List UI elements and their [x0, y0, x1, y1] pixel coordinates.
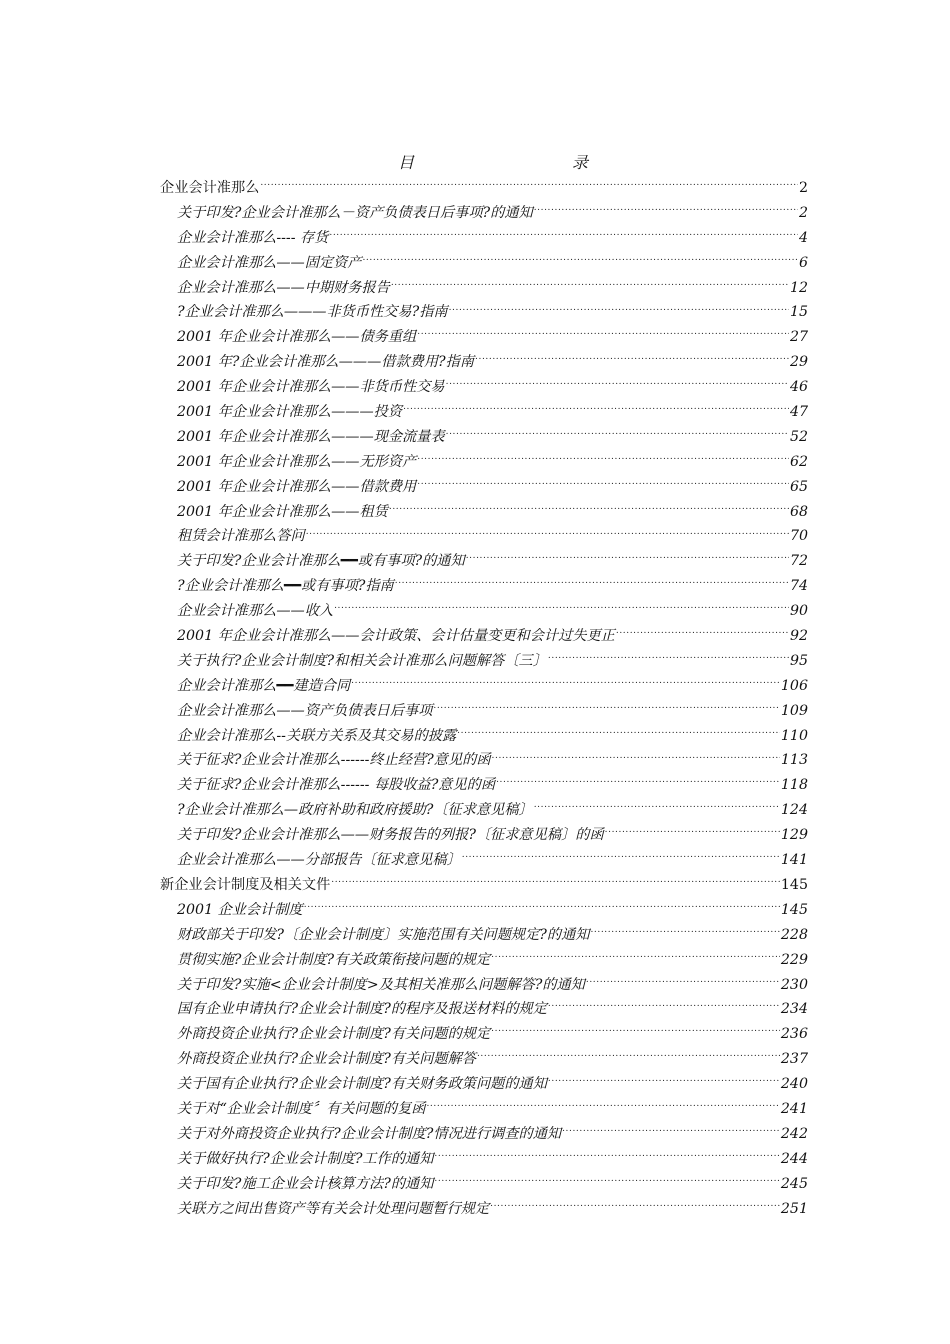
toc-dot-leader [496, 775, 780, 789]
toc-dot-leader [490, 1199, 780, 1213]
toc-entry-page-number: 29 [789, 354, 808, 371]
toc-dot-leader [426, 1099, 779, 1113]
toc-title-right: 录 [571, 153, 588, 172]
toc-dot-leader [334, 601, 789, 615]
toc-entry[interactable] [160, 923, 808, 948]
toc-dot-leader [457, 726, 780, 740]
toc-entry-page-number: 2 [798, 180, 808, 196]
toc-entry[interactable] [160, 798, 808, 823]
toc-entry-page-number: 245 [780, 1175, 808, 1192]
toc-dot-leader [434, 1149, 780, 1163]
toc-dot-leader [548, 999, 780, 1013]
toc-entry[interactable] [160, 1097, 808, 1122]
toc-entry[interactable] [160, 948, 808, 973]
toc-entry[interactable] [160, 997, 808, 1022]
toc-entry-page-number: 65 [789, 478, 808, 495]
toc-entry-label: ?企业会计准那么———非货币性交易?指南 [177, 304, 448, 321]
toc-entry[interactable] [160, 375, 808, 400]
toc-entry[interactable] [160, 823, 808, 848]
toc-entry-page-number: 113 [780, 752, 808, 769]
toc-entry-page-number: 228 [780, 926, 808, 943]
toc-entry-page-number: 15 [789, 304, 808, 321]
toc-dot-leader [403, 402, 789, 416]
toc-entry[interactable] [160, 475, 808, 500]
toc-dot-leader [477, 1049, 780, 1063]
toc-entry-page-number: 242 [780, 1125, 808, 1142]
toc-entry-label: 企业会计准那么━━建造合同 [177, 677, 351, 694]
toc-entry-label: 关联方之间出售资产等有关会计处理问题暂行规定 [177, 1200, 490, 1217]
toc-entry-label: 关于印发?企业会计准那么－资产负债表日后事项?的通知 [177, 204, 533, 221]
toc-entry-page-number: 6 [798, 254, 808, 271]
toc-entry-page-number: 4 [798, 229, 808, 246]
toc-entry-label: 2001 年企业会计准那么———现金流量表 [177, 428, 445, 445]
toc-entry-label: 外商投资企业执行?企业会计制度?有关问题解答 [177, 1051, 476, 1068]
toc-entry-page-number: 230 [780, 976, 808, 993]
toc-entry-label: 2001 年?企业会计准那么———借款费用?指南 [177, 354, 475, 371]
toc-dot-leader [586, 975, 780, 989]
toc-entry-page-number: 124 [780, 802, 808, 819]
toc-entry[interactable] [160, 1122, 808, 1147]
toc-entry-page-number: 2 [798, 204, 808, 221]
toc-entry-page-number: 68 [789, 503, 808, 520]
toc-entry-page-number: 244 [780, 1150, 808, 1167]
toc-entry-page-number: 145 [780, 901, 808, 918]
toc-entry[interactable] [160, 500, 808, 525]
toc-entry[interactable] [160, 848, 808, 873]
toc-entry[interactable] [160, 1047, 808, 1072]
toc-list [160, 176, 808, 1221]
toc-entry-page-number: 90 [789, 603, 808, 620]
toc-dot-leader [434, 1174, 780, 1188]
toc-entry[interactable] [160, 1072, 808, 1097]
toc-dot-leader [395, 576, 789, 590]
toc-dot-leader [417, 452, 789, 466]
toc-entry-label: 关于征求?企业会计准那么------ 每股收益?意见的函 [177, 777, 496, 794]
toc-dot-leader [548, 651, 789, 665]
toc-entry[interactable] [160, 549, 808, 574]
toc-entry-page-number: 70 [789, 528, 808, 545]
toc-entry-page-number: 109 [780, 702, 808, 719]
toc-entry-page-number: 106 [780, 677, 808, 694]
toc-entry-page-number: 241 [780, 1100, 808, 1117]
toc-entry[interactable] [160, 898, 808, 923]
toc-entry-label: 企业会计准那么——收入 [177, 603, 334, 620]
toc-entry[interactable] [160, 425, 808, 450]
toc-entry-page-number: 47 [789, 404, 808, 421]
toc-entry-label: 关于国有企业执行?企业会计制度?有关财务政策问题的通知 [177, 1076, 547, 1093]
toc-dot-leader [351, 676, 780, 690]
toc-entry-page-number: 95 [789, 652, 808, 669]
toc-entry-page-number: 12 [789, 279, 808, 296]
toc-entry-label: 租赁会计准那么答问 [177, 528, 305, 545]
toc-dot-leader [331, 875, 780, 889]
toc-entry-label: 新企业会计制度及相关文件 [160, 876, 331, 893]
toc-entry-page-number: 236 [780, 1026, 808, 1043]
toc-dot-leader [417, 477, 789, 491]
toc-entry-label: 企业会计准那么 [160, 180, 260, 196]
toc-entry[interactable] [160, 624, 808, 649]
toc-entry[interactable] [160, 748, 808, 773]
toc-entry[interactable] [160, 1147, 808, 1172]
toc-dot-leader [433, 701, 780, 715]
toc-entry[interactable] [160, 1172, 808, 1197]
toc-entry-page-number: 240 [780, 1076, 808, 1093]
toc-entry-label: 2001 年企业会计准那么——非货币性交易 [177, 379, 445, 396]
toc-entry-label: 2001 年企业会计准那么——无形资产 [177, 453, 417, 470]
toc-dot-leader [389, 502, 789, 516]
toc-dot-leader [534, 203, 798, 217]
toc-entry-page-number: 62 [789, 453, 808, 470]
toc-entry-label: ?企业会计准那么━━或有事项?指南 [177, 578, 394, 595]
toc-entry[interactable] [160, 251, 808, 276]
toc-entry[interactable] [160, 450, 808, 475]
toc-entry[interactable] [160, 599, 808, 624]
toc-entry[interactable] [160, 524, 808, 549]
toc-dot-leader [449, 302, 789, 316]
toc-entry-label: 关于印发?企业会计准那么━━或有事项?的通知 [177, 553, 465, 570]
toc-entry-page-number: 229 [780, 951, 808, 968]
toc-entry[interactable] [160, 674, 808, 699]
toc-entry-label: 关于对“企业会计制度〞有关问题的复函 [177, 1100, 426, 1117]
toc-entry-page-number: 72 [789, 553, 808, 570]
toc-entry-label: 2001 年企业会计准那么——借款费用 [177, 478, 417, 495]
toc-dot-leader [548, 1074, 780, 1088]
toc-entry-page-number: 141 [780, 852, 808, 869]
toc-entry-page-number: 118 [780, 777, 808, 794]
toc-entry-label: 2001 年企业会计准那么——租赁 [177, 503, 388, 520]
toc-dot-leader [562, 1124, 780, 1138]
toc-entry-page-number: 251 [780, 1200, 808, 1217]
toc-entry-label: 关于印发?实施<企业会计制度>及其相关准那么问题解答?的通知 [177, 976, 585, 993]
toc-entry-page-number: 92 [789, 628, 808, 645]
toc-entry-label: 企业会计准那么——中期财务报告 [177, 279, 390, 296]
toc-entry-label: 2001 年企业会计准那么———投资 [177, 404, 403, 421]
toc-entry-page-number: 27 [789, 329, 808, 346]
toc-dot-leader [491, 950, 780, 964]
toc-entry[interactable] [160, 400, 808, 425]
toc-entry[interactable] [160, 699, 808, 724]
toc-entry-page-number: 110 [780, 727, 808, 744]
toc-entry-page-number: 46 [789, 379, 808, 396]
toc-entry-label: 2001 年企业会计准那么——债务重组 [177, 329, 417, 346]
toc-entry-label: 2001 年企业会计准那么——会计政策、会计估量变更和会计过失更正 [177, 628, 615, 645]
toc-title [398, 150, 588, 173]
toc-entry-page-number: 145 [780, 876, 808, 893]
toc-entry[interactable] [160, 1197, 808, 1222]
toc-dot-leader [306, 526, 789, 540]
toc-entry[interactable] [160, 973, 808, 998]
toc-entry-label: ?企业会计准那么—政府补助和政府援助?〔征求意见稿〕 [177, 802, 533, 819]
toc-dot-leader [534, 800, 780, 814]
toc-entry-page-number: 74 [789, 578, 808, 595]
toc-entry-label: 贯彻实施?企业会计制度?有关政策衔接问题的规定 [177, 951, 491, 968]
toc-title-left: 目 [398, 153, 415, 172]
toc-entry[interactable] [160, 724, 808, 749]
toc-dot-leader [417, 327, 789, 341]
toc-dot-leader [605, 825, 780, 839]
toc-entry[interactable] [160, 276, 808, 301]
toc-dot-leader [304, 900, 780, 914]
toc-entry-label: 企业会计准那么---- 存货 [177, 229, 329, 246]
toc-entry[interactable] [160, 226, 808, 251]
toc-dot-leader [491, 1024, 780, 1038]
toc-entry-label: 关于执行?企业会计制度?和相关会计准那么问题解答〔三〕 [177, 652, 547, 669]
toc-entry[interactable] [160, 201, 808, 226]
toc-entry-label: 财政部关于印发?〔企业会计制度〕实施范围有关问题规定?的通知 [177, 926, 590, 943]
toc-dot-leader [466, 551, 789, 565]
toc-section-entry[interactable] [160, 873, 808, 898]
toc-entry-label: 企业会计准那么——分部报告〔征求意见稿〕 [177, 852, 461, 869]
toc-entry-label: 企业会计准那么——资产负债表日后事项 [177, 702, 433, 719]
toc-entry-label: 关于印发?企业会计准那么——财务报告的列报?〔征求意见稿〕的函 [177, 827, 604, 844]
toc-entry-page-number: 234 [780, 1001, 808, 1018]
toc-dot-leader [590, 925, 779, 939]
toc-entry-page-number: 52 [789, 428, 808, 445]
toc-dot-leader [462, 850, 780, 864]
toc-entry-label: 关于征求?企业会计准那么------终止经营?意见的函 [177, 752, 491, 769]
toc-entry[interactable] [160, 773, 808, 798]
toc-entry[interactable] [160, 1022, 808, 1047]
toc-entry-label: 关于做好执行?企业会计制度?工作的通知 [177, 1150, 434, 1167]
toc-entry[interactable] [160, 350, 808, 375]
toc-entry-label: 外商投资企业执行?企业会计制度?有关问题的规定 [177, 1026, 491, 1043]
toc-dot-leader [446, 427, 789, 441]
toc-dot-leader [475, 352, 789, 366]
toc-entry[interactable] [160, 300, 808, 325]
toc-dot-leader [616, 626, 789, 640]
toc-entry[interactable] [160, 325, 808, 350]
toc-dot-leader [391, 278, 789, 292]
toc-entry-page-number: 129 [780, 827, 808, 844]
toc-dot-leader [492, 750, 780, 764]
toc-entry[interactable] [160, 574, 808, 599]
toc-entry[interactable] [160, 649, 808, 674]
toc-dot-leader [362, 253, 798, 267]
toc-dot-leader [329, 228, 798, 242]
toc-entry-label: 关于对外商投资企业执行?企业会计制度?情况进行调查的通知 [177, 1125, 562, 1142]
toc-entry-label: 企业会计准那么--关联方关系及其交易的披露 [177, 727, 457, 744]
toc-entry-label: 2001 企业会计制度 [177, 901, 303, 918]
toc-section-entry[interactable] [160, 176, 808, 201]
toc-entry-page-number: 237 [780, 1051, 808, 1068]
toc-entry-label: 国有企业申请执行?企业会计制度?的程序及报送材料的规定 [177, 1001, 547, 1018]
toc-entry-label: 企业会计准那么——固定资产 [177, 254, 362, 271]
toc-dot-leader [260, 178, 798, 192]
toc-entry-label: 关于印发?施工企业会计核算方法?的通知 [177, 1175, 434, 1192]
toc-dot-leader [446, 377, 789, 391]
